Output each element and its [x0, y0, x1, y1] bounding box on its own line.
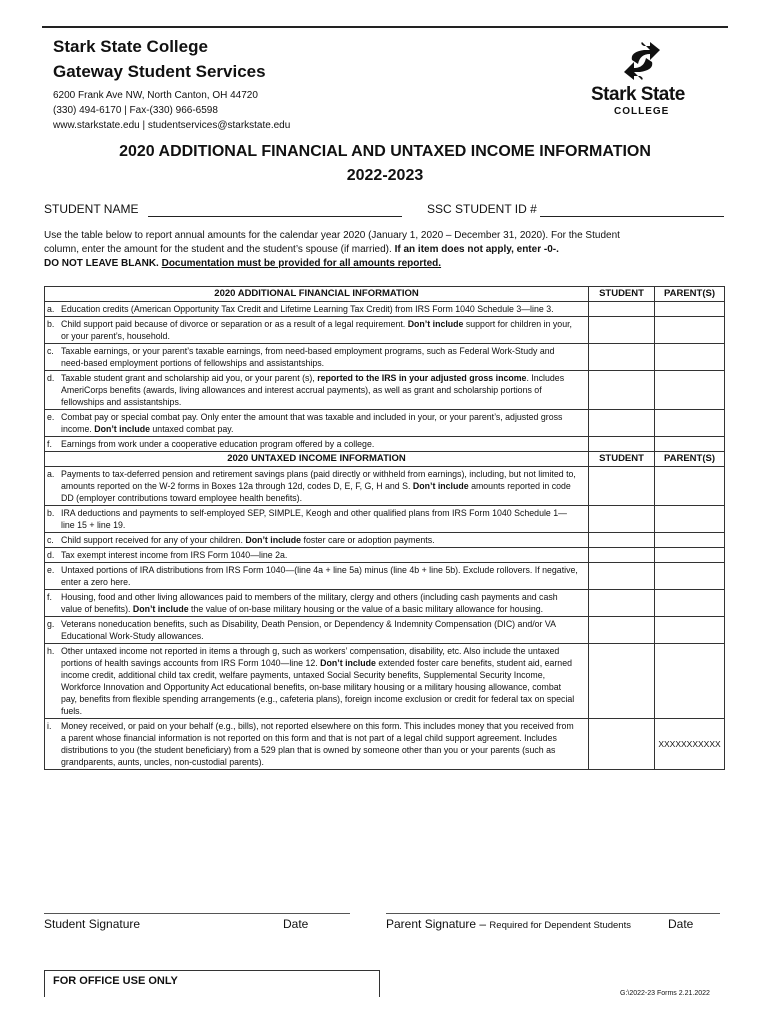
item-text: [61, 564, 579, 588]
item-text-part: Don’t include: [132, 604, 189, 614]
instructions-line-2: column, enter the amount for the student and the student’s spouse (if married).: [44, 244, 395, 255]
student-date-label: Date: [283, 917, 309, 931]
student-amount-cell[interactable]: [589, 437, 655, 452]
item-text-part: Taxable student grant and scholarship aid you, or your parent (s),: [61, 373, 318, 383]
student-amount-cell[interactable]: [589, 410, 655, 437]
untaxed-income-row: [45, 548, 725, 563]
parent-signature-note: Required for Dependent Students: [489, 920, 631, 931]
parent-amount-cell[interactable]: [655, 371, 725, 410]
additional-financial-description: [45, 410, 589, 437]
untaxed-income-description: [45, 719, 589, 770]
parent-amount-cell[interactable]: [655, 617, 725, 644]
student-signature-label: Student Signature: [44, 917, 141, 931]
untaxed-income-row: [45, 644, 725, 719]
item-text-part: amounts reported in code DD (employer contributions toward employee health benefits).: [61, 481, 571, 503]
parent-amount-cell[interactable]: [655, 506, 725, 533]
student-amount-cell[interactable]: [589, 317, 655, 344]
item-letter: a.: [47, 304, 55, 314]
item-text: [61, 645, 579, 717]
item-text-part: Don’t include: [245, 535, 302, 545]
untaxed-income-description: [45, 548, 589, 563]
item-letter: g.: [47, 619, 55, 629]
item-text-part: Education credits (American Opportunity Tax Credit and Lifetime Learning Tax Credit) from IRS Form 1040 Schedule 3—line 3.: [61, 304, 554, 314]
additional-financial-row: [45, 302, 725, 317]
additional-financial-student-col: STUDENT: [589, 287, 655, 302]
form-title-main: 2020 ADDITIONAL FINANCIAL AND UNTAXED INCOME INFORMATION: [119, 143, 651, 160]
item-text-part: Taxable earnings, or your parent’s taxable earnings, from need-based employment programs, such as Federal Work-Study and need-based employment portions of fellowships and assistantships.: [61, 346, 555, 368]
item-text-part: Untaxed portions of IRA distributions from IRS Form 1040—(line 4a + line 5a) minus (line 4b + line 5b). Exclude rollovers. If negative, enter a zero here.: [61, 565, 578, 587]
income-table: [44, 286, 725, 770]
untaxed-income-row: [45, 467, 725, 506]
item-text-part: Other untaxed income not reported in items a through g, such as workers’ compensation, disability, etc. Also include the untaxed portions of health savings accounts from IRS Form 1040—line 12.: [61, 646, 560, 668]
item-text-part: Child support received for any of your children.: [61, 535, 246, 545]
parent-amount-cell[interactable]: [655, 533, 725, 548]
item-letter: e.: [47, 565, 55, 575]
untaxed-income-description: [45, 506, 589, 533]
student-name-label: STUDENT NAME: [44, 202, 139, 216]
additional-financial-description: [45, 302, 589, 317]
item-text: [61, 618, 579, 642]
untaxed-income-student-col: STUDENT: [589, 452, 655, 467]
untaxed-income-description: [45, 467, 589, 506]
additional-financial-row: [45, 344, 725, 371]
untaxed-income-description: [45, 563, 589, 590]
item-text: [61, 507, 579, 531]
untaxed-income-description: [45, 590, 589, 617]
parent-amount-cell[interactable]: [655, 437, 725, 452]
item-text: [61, 534, 579, 546]
web-email: www.starkstate.edu | studentservices@starkstate.edu: [53, 120, 291, 131]
parent-date-label: Date: [668, 917, 694, 931]
item-text-part: Housing, food and other living allowances paid to members of the military, clergy and others (including cash payments and cash value of benefits).: [61, 592, 558, 614]
untaxed-income-description: [45, 533, 589, 548]
item-letter: h.: [47, 646, 55, 656]
student-amount-cell[interactable]: [589, 302, 655, 317]
item-text-part: untaxed combat pay.: [149, 424, 234, 434]
item-text-part: the value of on-base military housing or the value of a basic military allowance for housing.: [188, 604, 544, 614]
parent-amount-cell[interactable]: [655, 302, 725, 317]
additional-financial-description: [45, 437, 589, 452]
parent-signature-text: Parent Signature –: [386, 917, 487, 931]
item-letter: d.: [47, 550, 55, 560]
address: 6200 Frank Ave NW, North Canton, OH 44720: [53, 90, 258, 101]
student-amount-cell[interactable]: [589, 719, 655, 770]
logo-mark-icon: [620, 40, 664, 82]
college-name: Stark State College: [53, 37, 208, 56]
additional-financial-header-row: [45, 287, 725, 302]
item-text: [61, 303, 579, 315]
parent-amount-cell[interactable]: [655, 467, 725, 506]
item-text: [61, 591, 579, 615]
item-text: [61, 549, 579, 561]
item-text-part: Earnings from work under a cooperative education program offered by a college.: [61, 439, 375, 449]
item-letter: f.: [47, 439, 52, 449]
additional-financial-description: [45, 344, 589, 371]
item-text-part: Veterans noneducation benefits, such as Disability, Death Pension, or Dependency & Indemnity Compensation (DIC) and/or VA Educational Work-Study allowances.: [61, 619, 556, 641]
item-text: [61, 372, 579, 408]
logo-subtext: COLLEGE: [614, 106, 670, 117]
student-amount-cell[interactable]: [589, 548, 655, 563]
student-amount-cell[interactable]: [589, 344, 655, 371]
student-amount-cell[interactable]: [589, 617, 655, 644]
additional-financial-title: 2020 ADDITIONAL FINANCIAL INFORMATION: [45, 287, 589, 302]
item-text-part: reported to the IRS in your adjusted gross income: [317, 373, 527, 383]
item-text-part: foster care or adoption payments.: [301, 535, 435, 545]
item-letter: f.: [47, 592, 52, 602]
additional-financial-row: [45, 437, 725, 452]
office-use-box: [44, 970, 380, 997]
item-text-part: support for children in your, or your parent’s, household.: [61, 319, 572, 341]
do-not-leave-blank: DO NOT LEAVE BLANK.: [44, 258, 162, 269]
item-text-part: Don’t include: [407, 319, 464, 329]
item-text-part: Tax exempt interest income from IRS Form 1040—line 2a.: [61, 550, 288, 560]
item-text: [61, 720, 579, 768]
untaxed-income-description: [45, 617, 589, 644]
item-letter: e.: [47, 412, 55, 422]
parent-signature-line[interactable]: [386, 913, 720, 914]
untaxed-income-row: [45, 590, 725, 617]
documentation-required: Documentation must be provided for all amounts reported.: [161, 258, 442, 269]
item-letter: a.: [47, 469, 55, 479]
item-text: [61, 438, 579, 450]
item-text-part: Combat pay or special combat pay. Only enter the amount that was taxable and included in your, or your parent’s, adjusted gross income.: [61, 412, 563, 434]
parent-amount-cell[interactable]: [655, 590, 725, 617]
student-name-field[interactable]: [148, 216, 402, 217]
phone-fax: (330) 494-6170 | Fax-(330) 966-6598: [53, 105, 218, 116]
department-name: Gateway Student Services: [53, 62, 266, 81]
untaxed-income-description: [45, 644, 589, 719]
untaxed-income-row: [45, 617, 725, 644]
parent-not-applicable: XXXXXXXXXXX: [655, 719, 725, 770]
item-letter: b.: [47, 508, 55, 518]
untaxed-income-parent-col: PARENT(S): [655, 452, 725, 467]
additional-financial-row: [45, 371, 725, 410]
student-id-label: SSC STUDENT ID #: [427, 202, 537, 216]
parent-amount-cell[interactable]: [655, 563, 725, 590]
item-text: [61, 345, 579, 369]
untaxed-income-title: 2020 UNTAXED INCOME INFORMATION: [45, 452, 589, 467]
instructions: [44, 229, 734, 271]
logo-wordmark: Stark State: [591, 84, 685, 105]
instructions-na-rule: If an item does not apply, enter -0-.: [394, 244, 559, 255]
item-text-part: Don’t include: [94, 424, 150, 434]
item-text-part: Money received, or paid on your behalf (e.g., bills), not reported elsewhere on this form. This includes money that you received from a parent whose financial information is not reported on this form and that is not part of a legal child support agreement. Includes distributions to you (the student beneficiary) from a 529 plan that is owned by someone other than you or your parents (such as grandparents, aunts, uncles, non-custodial parents).: [61, 721, 574, 767]
item-text-part: IRA deductions and payments to self-employed SEP, SIMPLE, Keogh and other qualified plans from IRS Form 1040 Schedule 1—line 15 + line 19.: [61, 508, 567, 530]
office-use-label: FOR OFFICE USE ONLY: [53, 975, 178, 987]
header-top-rule: [42, 26, 728, 28]
item-letter: b.: [47, 319, 55, 329]
instructions-line-1: Use the table below to report annual amounts for the calendar year 2020 (January 1, 2020 – December 31, 2020). For the Student: [44, 230, 620, 241]
parent-amount-cell[interactable]: [655, 410, 725, 437]
parent-amount-cell[interactable]: [655, 644, 725, 719]
parent-amount-cell[interactable]: [655, 317, 725, 344]
item-text: [61, 411, 579, 435]
item-text-part: Child support paid because of divorce or separation or as a result of a legal requirement.: [61, 319, 408, 329]
form-code: G:\2022-23 Forms 2.21.2022: [620, 990, 710, 997]
student-amount-cell[interactable]: [589, 506, 655, 533]
item-text-part: . Includes AmeriCorps benefits (awards, living allowances and interest accrual payments), as well as grant and scholarship portions of fellowships and assistantships.: [61, 373, 565, 407]
student-amount-cell[interactable]: [589, 644, 655, 719]
student-amount-cell[interactable]: [589, 533, 655, 548]
item-text-part: extended foster care benefits, student aid, earned income credit, additional child tax credit, welfare payments, untaxed Social Security benefits, Supplemental Security Income, Workforce Innovation and Opportunity Act educational benefits, on-base military housing or a military housing allowance, combat pay, benefits from flexible spending arrangements (e.g., cafeteria plans), foreign income exclusion or credit for federal tax on special fuels.: [61, 658, 575, 716]
student-amount-cell[interactable]: [589, 563, 655, 590]
item-text-part: Don’t include: [412, 481, 469, 491]
college-info: [53, 34, 290, 133]
item-text-part: Don’t include: [320, 658, 376, 668]
stark-state-logo: [586, 40, 720, 120]
additional-financial-parent-col: PARENT(S): [655, 287, 725, 302]
additional-financial-description: [45, 317, 589, 344]
item-letter: c.: [47, 535, 54, 545]
item-text: [61, 318, 579, 342]
form-title: [0, 140, 770, 188]
student-id-field[interactable]: [540, 216, 724, 217]
parent-amount-cell[interactable]: [655, 344, 725, 371]
item-letter: i.: [47, 721, 52, 731]
additional-financial-row: [45, 410, 725, 437]
untaxed-income-header-row: [45, 452, 725, 467]
form-title-year: 2022-2023: [346, 167, 424, 184]
untaxed-income-row: [45, 533, 725, 548]
additional-financial-row: [45, 317, 725, 344]
student-amount-cell[interactable]: [589, 590, 655, 617]
student-amount-cell[interactable]: [589, 371, 655, 410]
untaxed-income-row: [45, 506, 725, 533]
item-text-part: Payments to tax-deferred pension and retirement savings plans (paid directly or withheld from earnings), including, but not limited to, amounts reported on the W-2 forms in Boxes 12a through 12d, codes D, E, F, G, H and S.: [61, 469, 576, 491]
item-text: [61, 468, 579, 504]
parent-amount-cell[interactable]: [655, 548, 725, 563]
parent-signature-label: [386, 917, 631, 931]
untaxed-income-row: [45, 719, 725, 770]
additional-financial-description: [45, 371, 589, 410]
student-amount-cell[interactable]: [589, 467, 655, 506]
student-signature-line[interactable]: [44, 913, 350, 914]
item-letter: d.: [47, 373, 55, 383]
item-letter: c.: [47, 346, 54, 356]
untaxed-income-row: [45, 563, 725, 590]
